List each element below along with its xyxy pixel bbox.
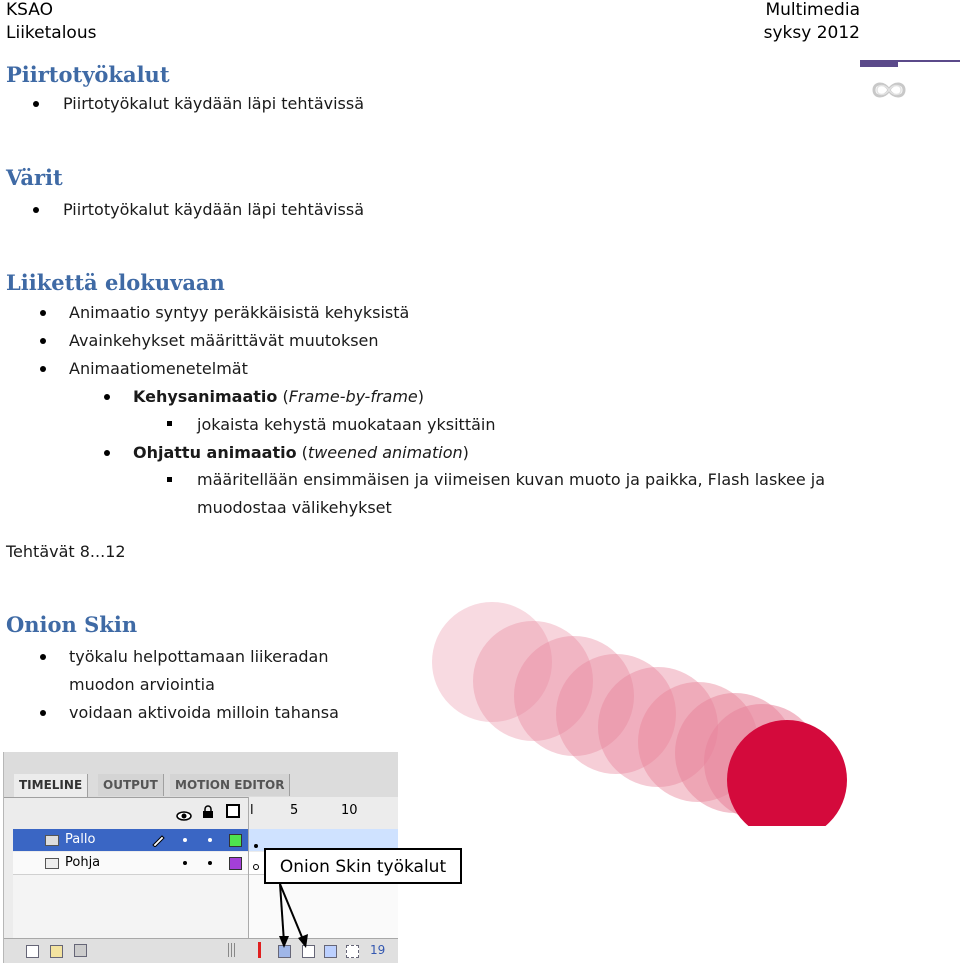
tab-timeline[interactable]: TIMELINE [14,774,88,797]
onion-skin-illustration [430,596,870,826]
bullet-icon [40,654,46,660]
onion-skin-callout: Onion Skin työkalut [264,848,462,884]
edit-multiple-frames-icon[interactable] [346,945,359,958]
ruler-mark: l [250,803,254,818]
bullet-icon [40,366,46,372]
section-title-liikettä: Liikettä elokuvaan [6,270,225,295]
infinity-logo-icon [871,78,907,102]
paren: ( [296,443,308,462]
list-item: Animaatio syntyy peräkkäisistä kehyksistä [69,303,410,322]
timeline-tabbar [4,752,398,798]
keyframe-dot[interactable] [254,844,258,848]
header-rule-accent [860,60,898,67]
arrowhead-icon [279,936,289,948]
tab-output[interactable]: OUTPUT [98,774,164,796]
section-title-onion-skin: Onion Skin [6,612,138,637]
method-english-name: Frame-by-frame [288,387,418,406]
layer-icon [45,835,59,846]
bullet-icon [104,450,110,456]
tab-motion-editor[interactable]: MOTION EDITOR [170,774,290,796]
new-folder-icon[interactable] [50,945,63,958]
method-english-name: tweened animation [307,443,463,462]
list-item: työkalu helpottamaan liikeradan [69,647,329,666]
lock-icon[interactable] [202,804,214,818]
header-org: KSAO [6,0,53,20]
layer-color-swatch[interactable] [229,834,242,847]
ruler-mark: 5 [290,803,299,818]
lock-dot[interactable] [208,861,212,865]
bullet-icon [40,710,46,716]
list-item-continued: muodon arviointia [69,675,215,694]
frame-counter: 19 [370,943,386,957]
panel-divider [248,797,249,939]
empty-keyframe-icon[interactable] [253,864,259,870]
delete-layer-icon[interactable] [74,944,87,957]
method-name: Ohjattu animaatio [133,443,297,462]
visibility-dot[interactable] [183,861,187,865]
lock-dot[interactable] [208,838,212,842]
list-item: Piirtotyökalut käydään läpi tehtävissä [63,200,365,219]
scrollbar-handle[interactable] [228,943,236,957]
square-bullet-icon [167,477,172,482]
list-item: voidaan aktivoida milloin tahansa [69,703,339,722]
paren: ) [462,443,469,462]
method-tweened [133,442,469,464]
list-subitem: määritellään ensimmäisen ja viimeisen kuvan muoto ja paikka, Flash laskee ja [197,470,825,489]
ruler-mark: 10 [341,803,358,818]
list-item: Avainkehykset määrittävät muutoksen [69,331,379,350]
eye-icon[interactable] [176,806,192,816]
method-frame-by-frame [133,386,424,408]
layer-name[interactable]: Pallo [65,832,96,847]
list-subitem-continued: muodostaa välikehykset [197,498,392,517]
layer-color-swatch[interactable] [229,857,242,870]
callout-arrows [270,880,330,950]
bullet-icon [33,207,39,213]
bullet-icon [40,310,46,316]
list-item: Animaatiomenetelmät [69,359,248,378]
layer-icon [45,858,59,869]
list-item: Piirtotyökalut käydään läpi tehtävissä [63,94,365,113]
square-bullet-icon [167,421,172,426]
section-title-varit: Värit [6,165,63,190]
outline-icon[interactable] [226,804,240,818]
bullet-icon [104,394,110,400]
header-course: Multimedia [765,0,860,20]
header-department: Liiketalous [6,23,97,43]
list-subitem: jokaista kehystä muokataan yksittäin [197,415,496,434]
paren: ) [417,387,425,406]
new-layer-icon[interactable] [26,945,39,958]
playhead-icon[interactable] [258,942,261,958]
layer-name[interactable]: Pohja [65,855,101,870]
header-term: syksy 2012 [763,23,860,43]
section-title-piirtotyokalut: Piirtotyökalut [6,62,170,87]
bullet-icon [40,338,46,344]
pencil-icon [151,833,165,847]
arrowhead-icon [298,934,308,948]
paren: ( [277,387,289,406]
tasks-reference: Tehtävät 8...12 [6,542,126,561]
layer-area-empty [13,875,248,938]
bullet-icon [33,101,39,107]
method-name: Kehysanimaatio [133,387,278,406]
visibility-dot[interactable] [183,838,187,842]
timeline-toolbar [4,938,398,963]
